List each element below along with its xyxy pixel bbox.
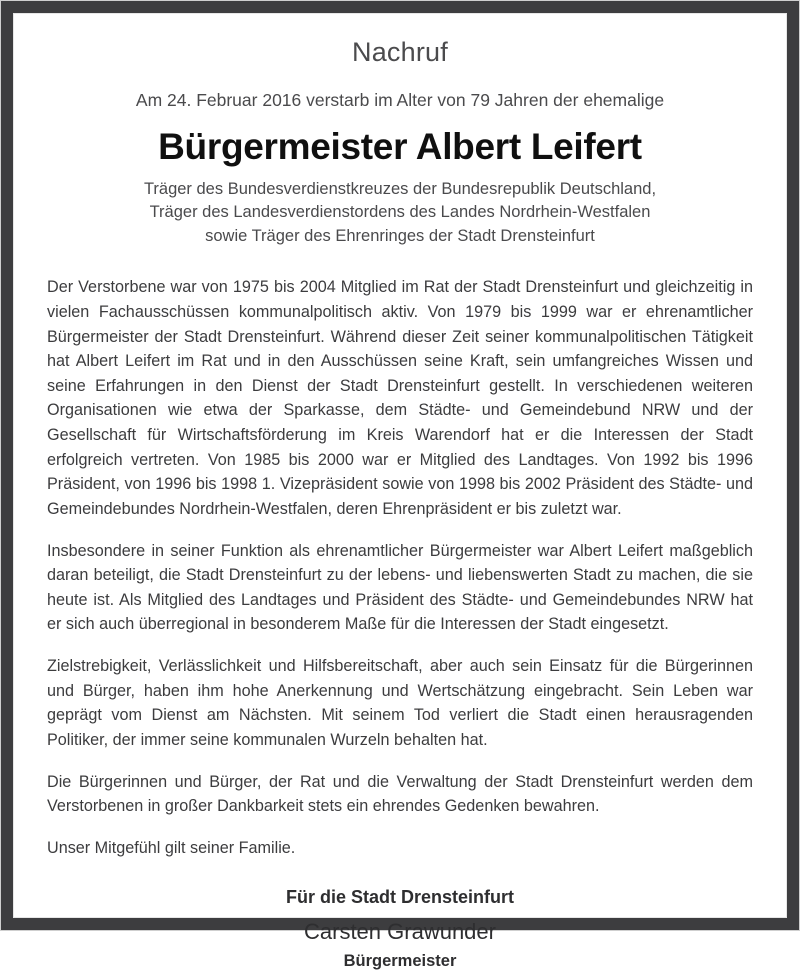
honor-line: Träger des Landesverdienstordens des Landes Nordrhein-Westfalen <box>149 203 651 222</box>
body-paragraph: Insbesondere in seiner Funktion als ehrenamtlicher Bürgermeister war Albert Leifert maßgeblich daran beteiligt, die Stadt Drensteinfurt zu der lebens- und liebenswerten Stadt zu machen, die sie heute ist. Als Mitglied des Landtages und Präsident des Städte- und Gemeindebundes NRW hat er sich auch überregional in besonderem Maße für die Interessen der Stadt eingesetzt. <box>47 541 753 634</box>
body-paragraph: Der Verstorbene war von 1975 bis 2004 Mitglied im Rat der Stadt Drensteinfurt und gleichzeitig in vielen Fachausschüssen kommunalpolitisch aktiv. Von 1979 bis 1999 war er ehrenamtlicher Bürgermeister der Stadt Drensteinfurt. Während dieser Zeit seiner kommunalpolitischen Tätigkeit hat Albert Leifert im Rat und in den Ausschüssen seine Kraft, sein umfangreiches Wissen und seine Erfahrungen in den Dienst der Stadt Drensteinfurt gestellt. In verschiedenen weiteren Organisationen wie etwa der Sparkasse, dem Städte- und Gemeindebund NRW und der Gesellschaft für Wirtschaftsförderung im Kreis Warendorf hat er die Interessen der Stadt erfolgreich vertreten. Von 1985 bis 2000 war er Mitglied des Landtages. Von 1992 bis 1996 Präsident, von 1996 bis 1998 1. Vizepräsident sowie von 1998 bis 2002 Präsident des Städte- und Gemeindebundes Nordrhein-Westfalen, deren Ehrenpräsident er bis zuletzt war. <box>47 278 753 518</box>
body-paragraph: Unser Mitgefühl gilt seiner Familie. <box>47 838 296 857</box>
notice-title: Nachruf <box>352 37 448 67</box>
signature-city: Für die Stadt Drensteinfurt <box>285 887 514 908</box>
body-paragraph: Die Bürgerinnen und Bürger, der Rat und die Verwaltung der Stadt Drensteinfurt werden dem Verstorbenen in großer Dankbarkeit stets ein ehrendes Gedenken bewahren. <box>47 772 753 816</box>
signature-name: Carsten Grawunder <box>304 918 496 944</box>
deceased-name-heading: Bürgermeister Albert Leifert <box>158 125 642 167</box>
mourning-border <box>1 1 799 971</box>
body-paragraph: Zielstrebigkeit, Verlässlichkeit und Hilfsbereitschaft, aber auch sein Einsatz für die Bürgerinnen und Bürger, haben ihm hohe Anerkennung und Wertschätzung eingebracht. Sein Leben war geprägt vom Dienst am Nächsten. Mit seinem Tod verliert die Stadt einen herausragenden Politiker, der immer seine kommunalen Wurzeln behalten hat. <box>47 657 753 749</box>
death-announcement-line: Am 24. Februar 2016 verstarb im Alter von 79 Jahren der ehemalige <box>135 89 665 110</box>
honors-list <box>47 178 753 248</box>
notice-content <box>13 13 787 971</box>
honor-line: Träger des Bundesverdienstkreuzes der Bundesrepublik Deutschland, <box>143 180 657 198</box>
signature-role: Bürgermeister <box>343 952 457 971</box>
honor-line: sowie Träger des Ehrenringes der Stadt Drensteinfurt <box>205 226 595 245</box>
obituary-body <box>47 275 753 860</box>
signature-block <box>47 886 753 973</box>
